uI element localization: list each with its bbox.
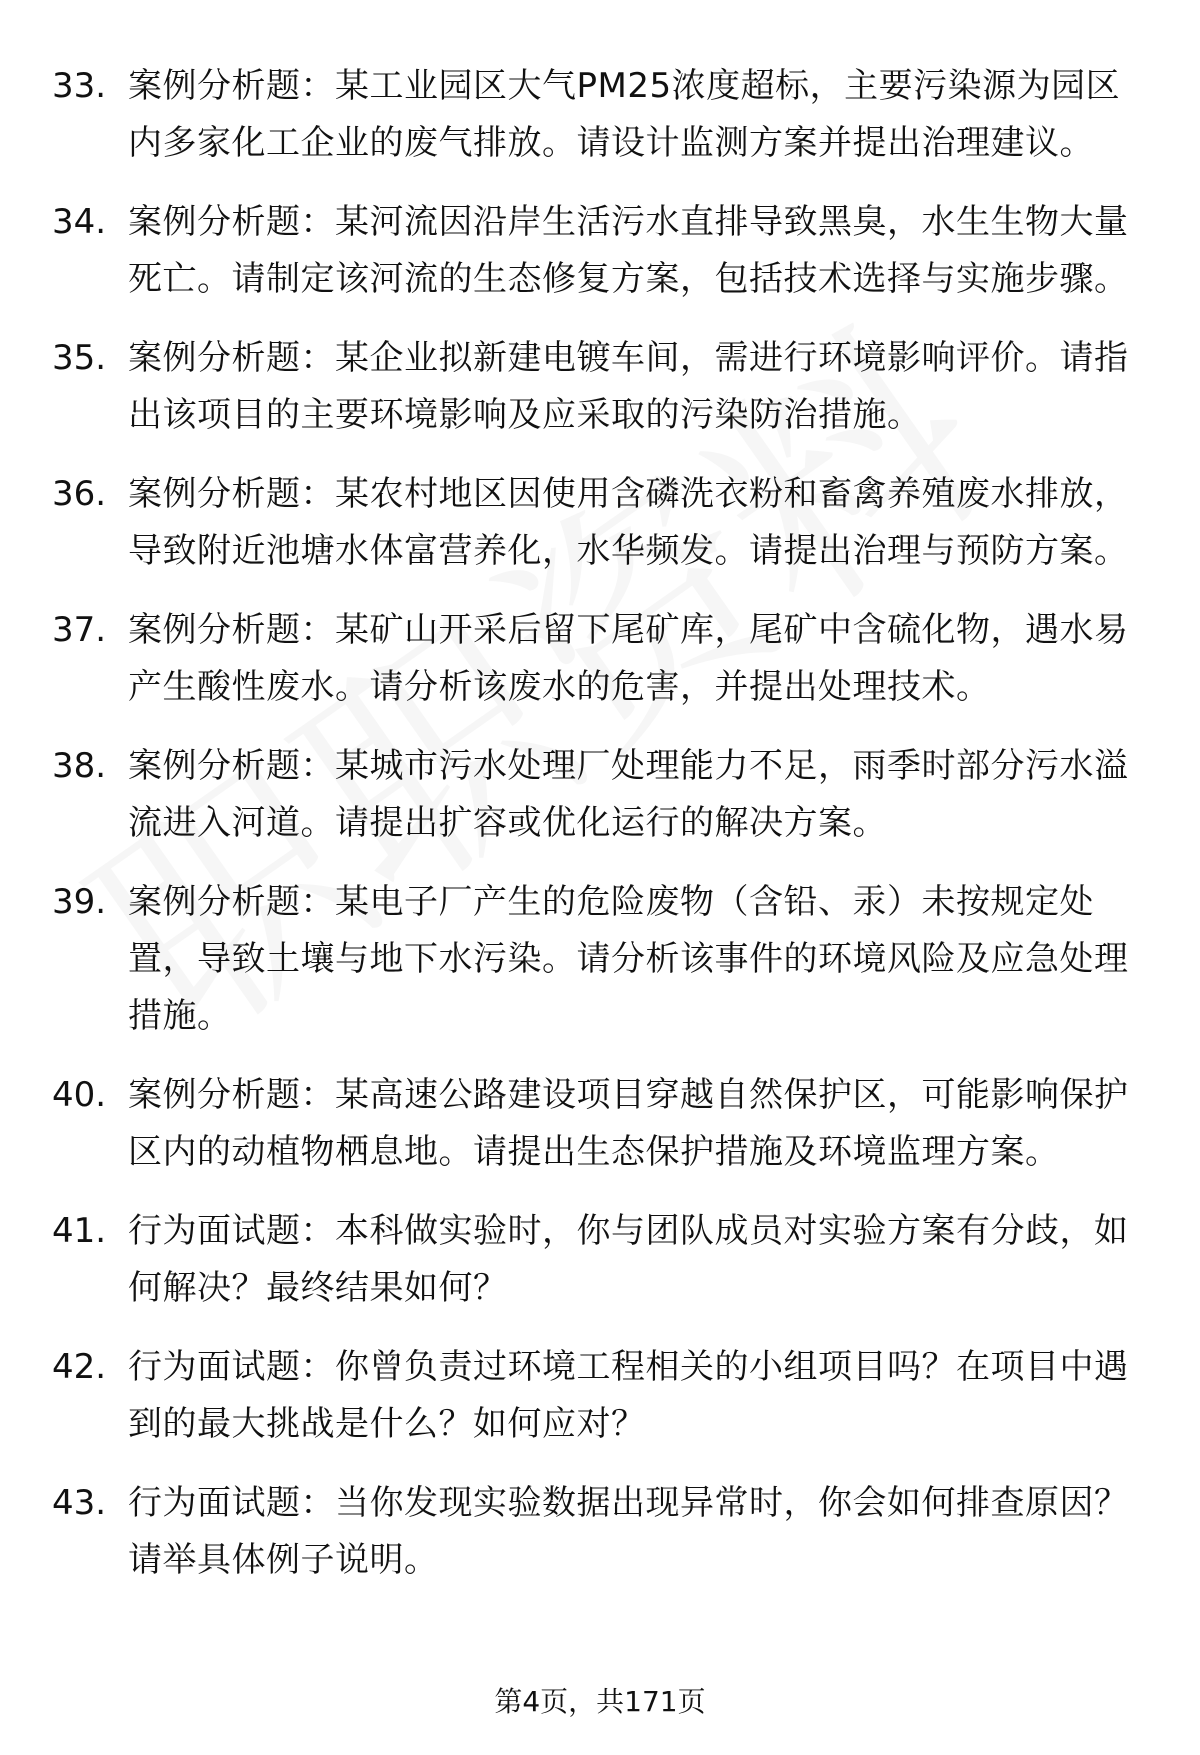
question-number: 40. (52, 1075, 107, 1115)
question-text: 案例分析题：某高速公路建设项目穿越自然保护区，可能影响保护区内的动植物栖息地。请提出生态保护措施及环境监理方案。 (128, 1075, 1129, 1172)
question-item (0, 1339, 1200, 1453)
question-text: 行为面试题：你曾负责过环境工程相关的小组项目吗？在项目中遇到的最大挑战是什么？如何应对？ (128, 1347, 1129, 1444)
question-item (0, 330, 1200, 444)
question-text: 案例分析题：某矿山开采后留下尾矿库，尾矿中含硫化物，遇水易产生酸性废水。请分析该废水的危害，并提出处理技术。 (128, 610, 1129, 707)
question-number: 35. (52, 338, 107, 378)
question-number: 39. (52, 882, 107, 922)
question-number: 33. (52, 66, 107, 106)
question-item (0, 194, 1200, 308)
question-text: 案例分析题：某电子厂产生的危险废物（含铅、汞）未按规定处置，导致土壤与地下水污染。请分析该事件的环境风险及应急处理措施。 (128, 882, 1129, 1036)
question-text: 案例分析题：某工业园区大气PM25浓度超标，主要污染源为园区内多家化工企业的废气排放。请设计监测方案并提出治理建议。 (128, 66, 1121, 163)
question-number: 34. (52, 202, 107, 242)
question-number: 42. (52, 1347, 107, 1387)
question-item (0, 1203, 1200, 1317)
question-number: 43. (52, 1483, 107, 1523)
question-text: 案例分析题：某城市污水处理厂处理能力不足，雨季时部分污水溢流进入河道。请提出扩容或优化运行的解决方案。 (128, 746, 1129, 843)
question-item (0, 466, 1200, 580)
question-text: 案例分析题：某农村地区因使用含磷洗衣粉和畜禽养殖废水排放，导致附近池塘水体富营养化，水华频发。请提出治理与预防方案。 (128, 474, 1129, 571)
question-number: 38. (52, 746, 107, 786)
question-item (0, 58, 1200, 172)
question-item (0, 738, 1200, 852)
question-text: 行为面试题：本科做实验时，你与团队成员对实验方案有分歧，如何解决？最终结果如何？ (128, 1211, 1129, 1308)
question-number: 41. (52, 1211, 107, 1251)
question-item (0, 1067, 1200, 1181)
question-list (0, 58, 1200, 1611)
question-text: 案例分析题：某企业拟新建电镀车间，需进行环境影响评价。请指出该项目的主要环境影响及应采取的污染防治措施。 (128, 338, 1129, 435)
page-number-label: 第4页，共171页 (494, 1685, 706, 1718)
question-item (0, 1475, 1200, 1589)
page-footer (0, 1680, 1200, 1724)
question-text: 行为面试题：当你发现实验数据出现异常时，你会如何排查原因？请举具体例子说明。 (128, 1483, 1129, 1580)
question-number: 36. (52, 474, 107, 514)
question-number: 37. (52, 610, 107, 650)
question-text: 案例分析题：某河流因沿岸生活污水直排导致黑臭，水生生物大量死亡。请制定该河流的生态修复方案，包括技术选择与实施步骤。 (128, 202, 1129, 299)
question-item (0, 602, 1200, 716)
question-item (0, 874, 1200, 1045)
